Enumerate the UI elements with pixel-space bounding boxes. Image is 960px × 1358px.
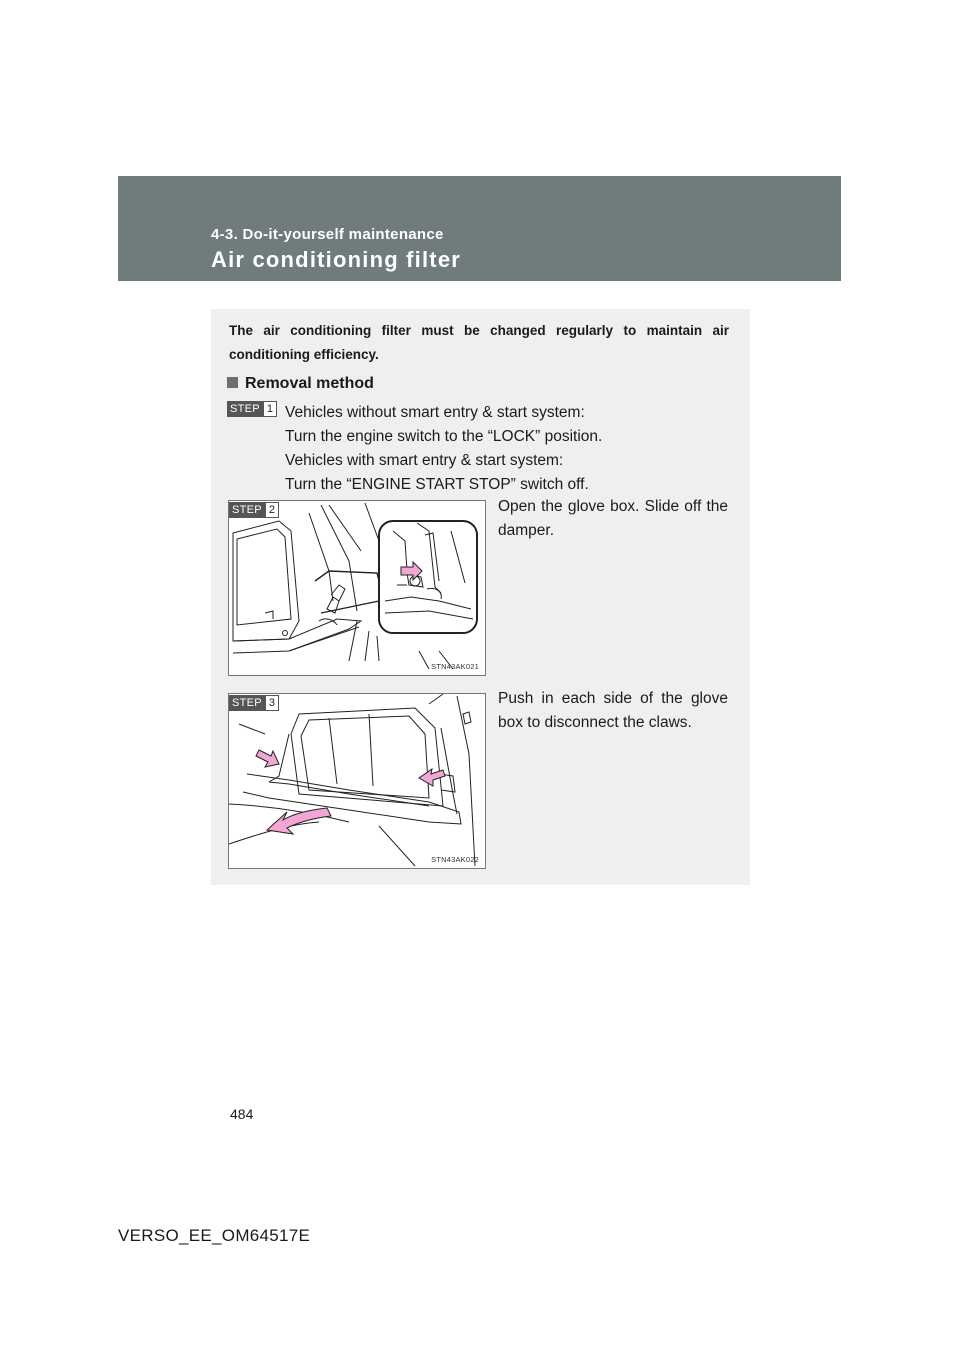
figure-code: STN43AK022 [431,855,479,864]
step-label: STEP [227,401,263,417]
step-2-figure [228,500,486,676]
step-3-badge [229,695,279,711]
page-number: 484 [230,1106,254,1122]
figure-code: STN43AK021 [431,662,479,671]
step-1-line: Vehicles with smart entry & start system: [285,452,564,469]
step-3-figure [228,693,486,869]
step-1-badge [227,401,277,417]
step-number: 2 [265,502,279,518]
step-number: 3 [265,695,279,711]
page-title: Air conditioning filter [211,247,462,272]
subheading-text: Removal method [245,375,374,392]
intro-text: The air conditioning filter must be changed regularly to maintain air conditioning efficiency. [229,323,729,362]
glove-box-damper-illustration [229,501,485,675]
content-panel [211,309,750,885]
document-code: VERSO_EE_OM64517E [118,1226,311,1245]
step-1-text [285,401,602,497]
chapter-header [118,176,841,281]
glove-box-claws-illustration [229,694,485,868]
square-bullet-icon [227,377,238,388]
step-label: STEP [229,695,265,711]
step-label: STEP [229,502,265,518]
step-1-line: Turn the engine switch to the “LOCK” position. [285,428,603,445]
subheading [227,375,374,393]
step-1-line: Turn the “ENGINE START STOP” switch off. [285,476,589,493]
section-label: 4-3. Do-it-yourself maintenance [211,226,444,243]
step-number: 1 [263,401,277,417]
step-3-text: Push in each side of the glove box to disconnect the claws. [498,690,728,731]
step-1-line: Vehicles without smart entry & start system: [285,404,585,421]
step-2-badge [229,502,279,518]
push-arrow-icon [256,750,279,767]
step-2-text: Open the glove box. Slide off the damper. [498,498,728,539]
